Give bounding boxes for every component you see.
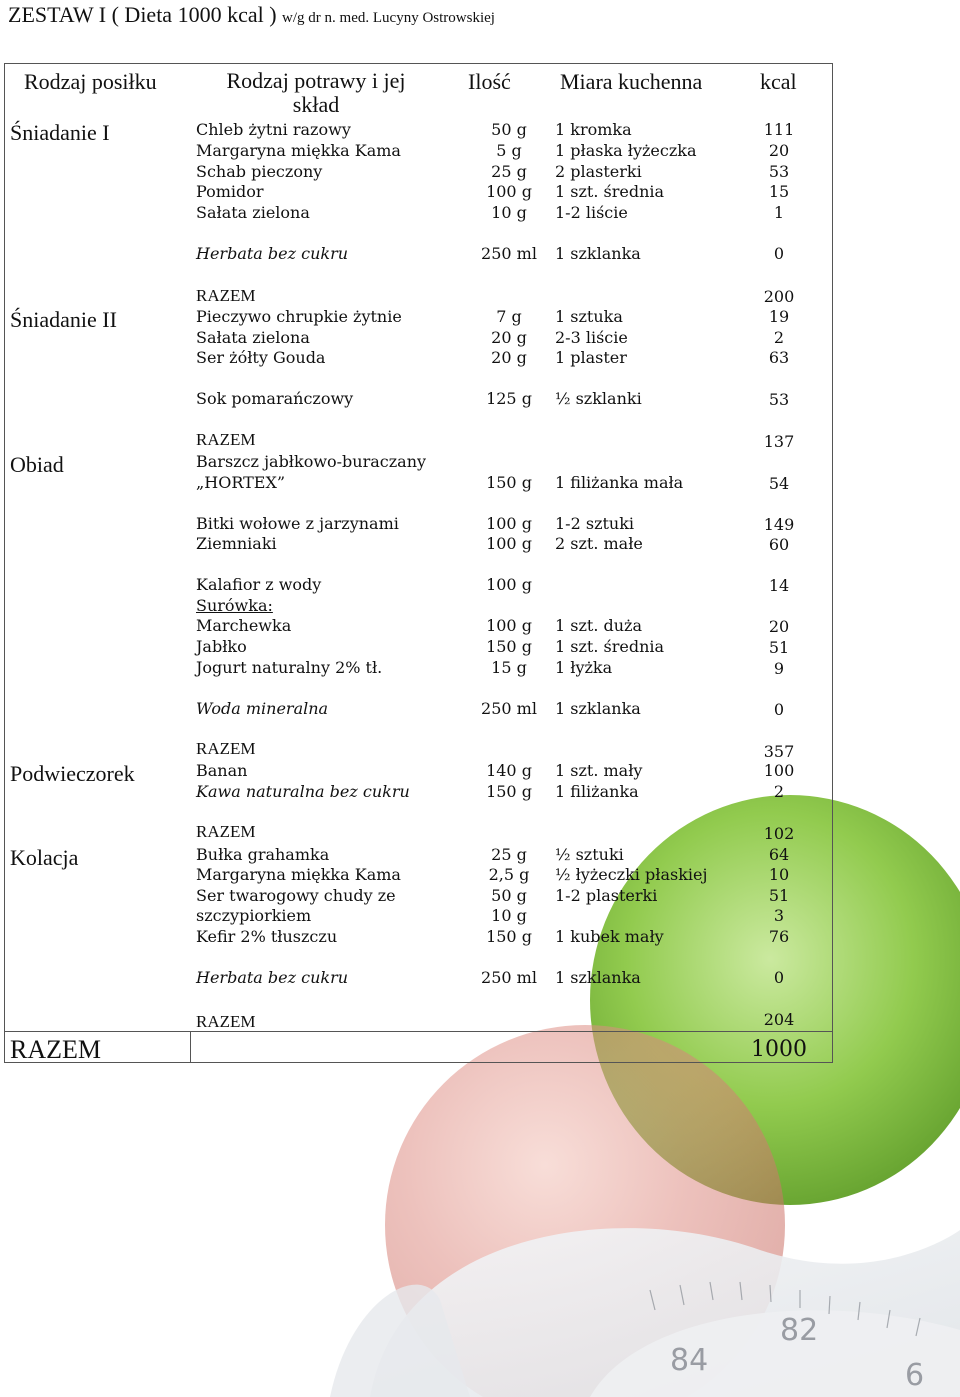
row-qty: 7 g <box>496 307 522 326</box>
row-measure: 1 kromka <box>555 120 632 139</box>
meal-sniadanie-1: Śniadanie I <box>10 120 110 145</box>
row-qty: 10 g <box>491 906 527 925</box>
row-measure: 1 szt. duża <box>555 616 643 635</box>
row-kcal: 15 <box>768 182 790 201</box>
header-measure: Miara kuchenna <box>560 69 703 94</box>
subtotal-label: RAZEM <box>196 739 256 758</box>
subtotal-kcal: 204 <box>763 1010 795 1029</box>
row-measure: ½ sztuki <box>555 845 624 864</box>
row-name: Sałata zielona <box>196 328 310 347</box>
row-name: Jabłko <box>196 637 247 656</box>
grand-total-label: RAZEM <box>10 1035 101 1064</box>
total-row-divider <box>190 1031 191 1062</box>
diet-menu-table <box>4 63 833 1063</box>
row-measure: 1 filiżanka <box>555 782 639 801</box>
row-name: Ser twarogowy chudy ze <box>196 886 396 905</box>
tape-number-82: 82 <box>780 1313 819 1348</box>
header-meal: Rodzaj posiłku <box>24 69 157 94</box>
subtotal-label: RAZEM <box>196 1012 256 1031</box>
row-name: Pomidor <box>196 182 264 201</box>
row-qty: 150 g <box>486 637 532 656</box>
header-dish <box>216 69 416 117</box>
row-qty: 100 g <box>486 514 532 533</box>
row-measure: ½ łyżeczki płaskiej <box>555 865 708 884</box>
row-name: Bitki wołowe z jarzynami <box>196 514 399 533</box>
row-name: Woda mineralna <box>196 699 329 718</box>
row-qty: 140 g <box>486 761 532 780</box>
row-name: Margaryna miękka Kama <box>196 865 401 884</box>
row-measure: 1 szt. średnia <box>555 637 665 656</box>
row-name: Ser żółty Gouda <box>196 348 326 367</box>
row-kcal: 2 <box>773 328 785 347</box>
header-dish-line1: Rodzaj potrawy i jej <box>226 68 406 93</box>
row-name: Kalafior z wody <box>196 575 322 594</box>
row-measure: ½ szklanki <box>555 389 642 408</box>
row-name: Chleb żytni razowy <box>196 120 351 139</box>
row-measure: 1 szklanka <box>555 968 641 987</box>
row-kcal: 53 <box>768 390 790 409</box>
row-measure: 1 szklanka <box>555 699 641 718</box>
row-measure: 1 filiżanka mała <box>555 473 684 492</box>
subtotal-label: RAZEM <box>196 822 256 841</box>
total-row-top-border <box>4 1031 833 1032</box>
header-quantity: Ilość <box>468 69 511 94</box>
meal-kolacja: Kolacja <box>10 845 79 870</box>
row-kcal: 0 <box>773 968 785 987</box>
row-measure: 1 sztuka <box>555 307 623 326</box>
subtotal-kcal: 137 <box>763 432 795 451</box>
row-kcal: 9 <box>773 659 785 678</box>
title-main: ZESTAW I ( Dieta 1000 kcal ) <box>8 2 283 27</box>
document-title <box>8 2 495 28</box>
row-measure: 1 łyżka <box>555 658 613 677</box>
row-kcal: 64 <box>768 845 790 864</box>
row-qty: 250 ml <box>481 244 537 263</box>
meal-podwieczorek: Podwieczorek <box>10 761 135 786</box>
row-measure: 2 szt. małe <box>555 534 643 553</box>
row-kcal: 3 <box>773 906 785 925</box>
row-measure: 1-2 liście <box>555 203 628 222</box>
meal-obiad: Obiad <box>10 452 64 477</box>
row-kcal: 51 <box>768 638 790 657</box>
header-kcal: kcal <box>760 69 797 94</box>
row-name: Margaryna miękka Kama <box>196 141 401 160</box>
row-qty: 25 g <box>491 162 527 181</box>
row-name: Herbata bez cukru <box>196 968 349 987</box>
row-measure: 1 płaska łyżeczka <box>555 141 697 160</box>
row-name: Kefir 2% tłuszczu <box>196 927 338 946</box>
row-qty: 150 g <box>486 782 532 801</box>
row-kcal: 19 <box>768 307 790 326</box>
row-measure: 2-3 liście <box>555 328 628 347</box>
row-kcal: 54 <box>768 474 790 493</box>
row-name: Sok pomarańczowy <box>196 389 354 408</box>
row-qty: 100 g <box>486 616 532 635</box>
tape-number-6: 6 <box>905 1358 925 1393</box>
row-kcal: 63 <box>768 348 790 367</box>
row-qty: 15 g <box>491 658 527 677</box>
row-measure: 1-2 sztuki <box>555 514 635 533</box>
meal-sniadanie-2: Śniadanie II <box>10 307 117 332</box>
tape-number-84: 84 <box>670 1343 709 1378</box>
row-qty: 20 g <box>491 328 527 347</box>
row-kcal: 60 <box>768 535 790 554</box>
subtotal-kcal: 102 <box>763 824 795 843</box>
row-kcal: 0 <box>773 244 785 263</box>
row-qty: 2,5 g <box>488 865 530 884</box>
row-qty: 100 g <box>486 182 532 201</box>
row-measure: 1 szt. średnia <box>555 182 665 201</box>
row-qty: 50 g <box>491 886 527 905</box>
row-kcal: 20 <box>768 141 790 160</box>
row-measure: 1 szklanka <box>555 244 641 263</box>
header-dish-line2: skład <box>292 92 340 117</box>
row-qty: 150 g <box>486 927 532 946</box>
row-qty: 250 ml <box>481 699 537 718</box>
row-kcal: 1 <box>773 203 785 222</box>
row-qty: 25 g <box>491 845 527 864</box>
title-subtitle: w/g dr n. med. Lucyny Ostrowskiej <box>282 10 495 26</box>
row-kcal: 76 <box>768 927 790 946</box>
row-kcal: 10 <box>768 865 790 884</box>
subtotal-kcal: 200 <box>763 287 795 306</box>
row-measure: 1 plaster <box>555 348 627 367</box>
row-measure: 2 plasterki <box>555 162 642 181</box>
row-qty: 20 g <box>491 348 527 367</box>
row-kcal: 0 <box>773 700 785 719</box>
row-name: Marchewka <box>196 616 292 635</box>
row-kcal: 14 <box>768 576 790 595</box>
row-kcal: 53 <box>768 162 790 181</box>
row-name: Schab pieczony <box>196 162 323 181</box>
row-name: Pieczywo chrupkie żytnie <box>196 307 402 326</box>
row-qty: 100 g <box>486 534 532 553</box>
row-qty: 5 g <box>496 141 522 160</box>
row-kcal: 111 <box>763 120 795 139</box>
subtotal-kcal: 357 <box>763 742 795 761</box>
row-name: szczypiorkiem <box>196 906 312 925</box>
row-name: Jogurt naturalny 2% tł. <box>196 658 383 677</box>
subtotal-label: RAZEM <box>196 286 256 305</box>
row-name: Herbata bez cukru <box>196 244 349 263</box>
row-qty: 100 g <box>486 575 532 594</box>
row-name-heading: Surówka: <box>196 596 273 615</box>
row-qty: 150 g <box>486 473 532 492</box>
row-qty: 10 g <box>491 203 527 222</box>
row-name: Kawa naturalna bez cukru <box>196 782 410 801</box>
row-measure: 1 kubek mały <box>555 927 664 946</box>
row-kcal: 149 <box>763 515 795 534</box>
row-name-cont: „HORTEX” <box>196 473 286 492</box>
row-qty: 125 g <box>486 389 532 408</box>
row-name: Sałata zielona <box>196 203 310 222</box>
row-name: Bułka grahamka <box>196 845 330 864</box>
row-kcal: 20 <box>768 617 790 636</box>
subtotal-label: RAZEM <box>196 430 256 449</box>
row-qty: 50 g <box>491 120 527 139</box>
row-kcal: 100 <box>763 761 795 780</box>
row-kcal: 51 <box>768 886 790 905</box>
row-measure: 1-2 plasterki <box>555 886 658 905</box>
row-qty: 250 ml <box>481 968 537 987</box>
row-name: Barszcz jabłkowo-buraczany <box>196 452 427 471</box>
row-kcal: 2 <box>773 782 785 801</box>
row-name: Ziemniaki <box>196 534 277 553</box>
grand-total-value: 1000 <box>751 1037 807 1062</box>
row-name: Banan <box>196 761 248 780</box>
row-measure: 1 szt. mały <box>555 761 643 780</box>
